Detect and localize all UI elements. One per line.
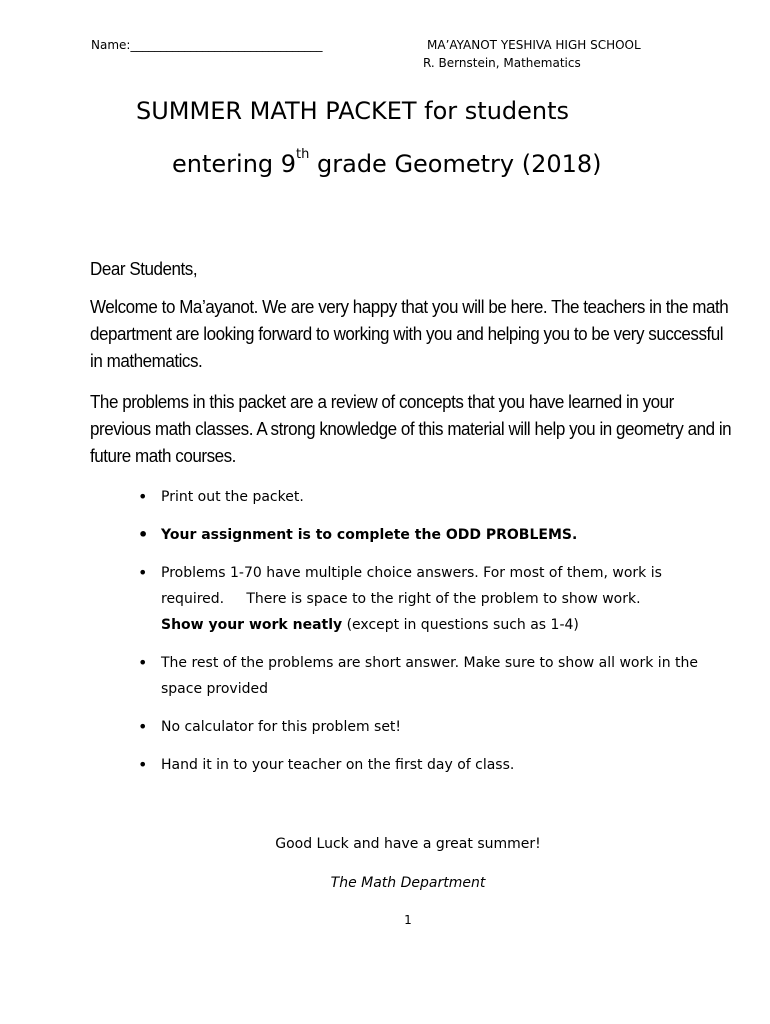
- page-number: 1: [404, 913, 412, 927]
- title-superscript: th: [296, 147, 310, 162]
- list-item-text: Problems 1-70 have multiple choice answers. For most of them, work is required. There is space to the right of the problem to show work.: [161, 565, 662, 607]
- list-item: • Print out the packet.: [138, 484, 738, 510]
- list-item: • The rest of the problems are short answer. Make sure to show all work in the space provided: [138, 650, 738, 702]
- closing-line: Good Luck and have a great summer!: [275, 836, 541, 852]
- name-line: Name:________________________________: [91, 38, 323, 52]
- department-line: R. Bernstein, Mathematics: [423, 56, 581, 70]
- title-line-2: [172, 147, 602, 178]
- greeting: Dear Students,: [90, 258, 198, 279]
- title-grade-prefix: entering 9: [172, 150, 297, 178]
- signoff: The Math Department: [330, 875, 486, 891]
- welcome-paragraph: Welcome to Ma’ayanot. We are very happy that you will be here. The teachers in the math department are looking forward to working with you and helping you to be very successful in mathematics.: [90, 296, 729, 371]
- school-name: MA’AYANOT YESHIVA HIGH SCHOOL: [427, 38, 641, 52]
- title-grade-suffix: grade Geometry (2018): [309, 150, 602, 178]
- list-item: • Hand it in to your teacher on the first day of class.: [138, 752, 738, 778]
- title-line-1: SUMMER MATH PACKET for students: [136, 97, 570, 125]
- list-item: [138, 560, 738, 638]
- review-paragraph: The problems in this packet are a review of concepts that you have learned in your previous math classes. A strong knowledge of this material will help you in geometry and in future math courses.: [90, 391, 732, 466]
- list-item: • No calculator for this problem set!: [138, 714, 738, 740]
- list-item-emphasis: Show your work neatly: [161, 617, 343, 633]
- list-item: • Your assignment is to complete the ODD PROBLEMS.: [138, 522, 738, 548]
- list-item-tail: (except in questions such as 1-4): [342, 617, 579, 633]
- instructions-list: [138, 484, 738, 790]
